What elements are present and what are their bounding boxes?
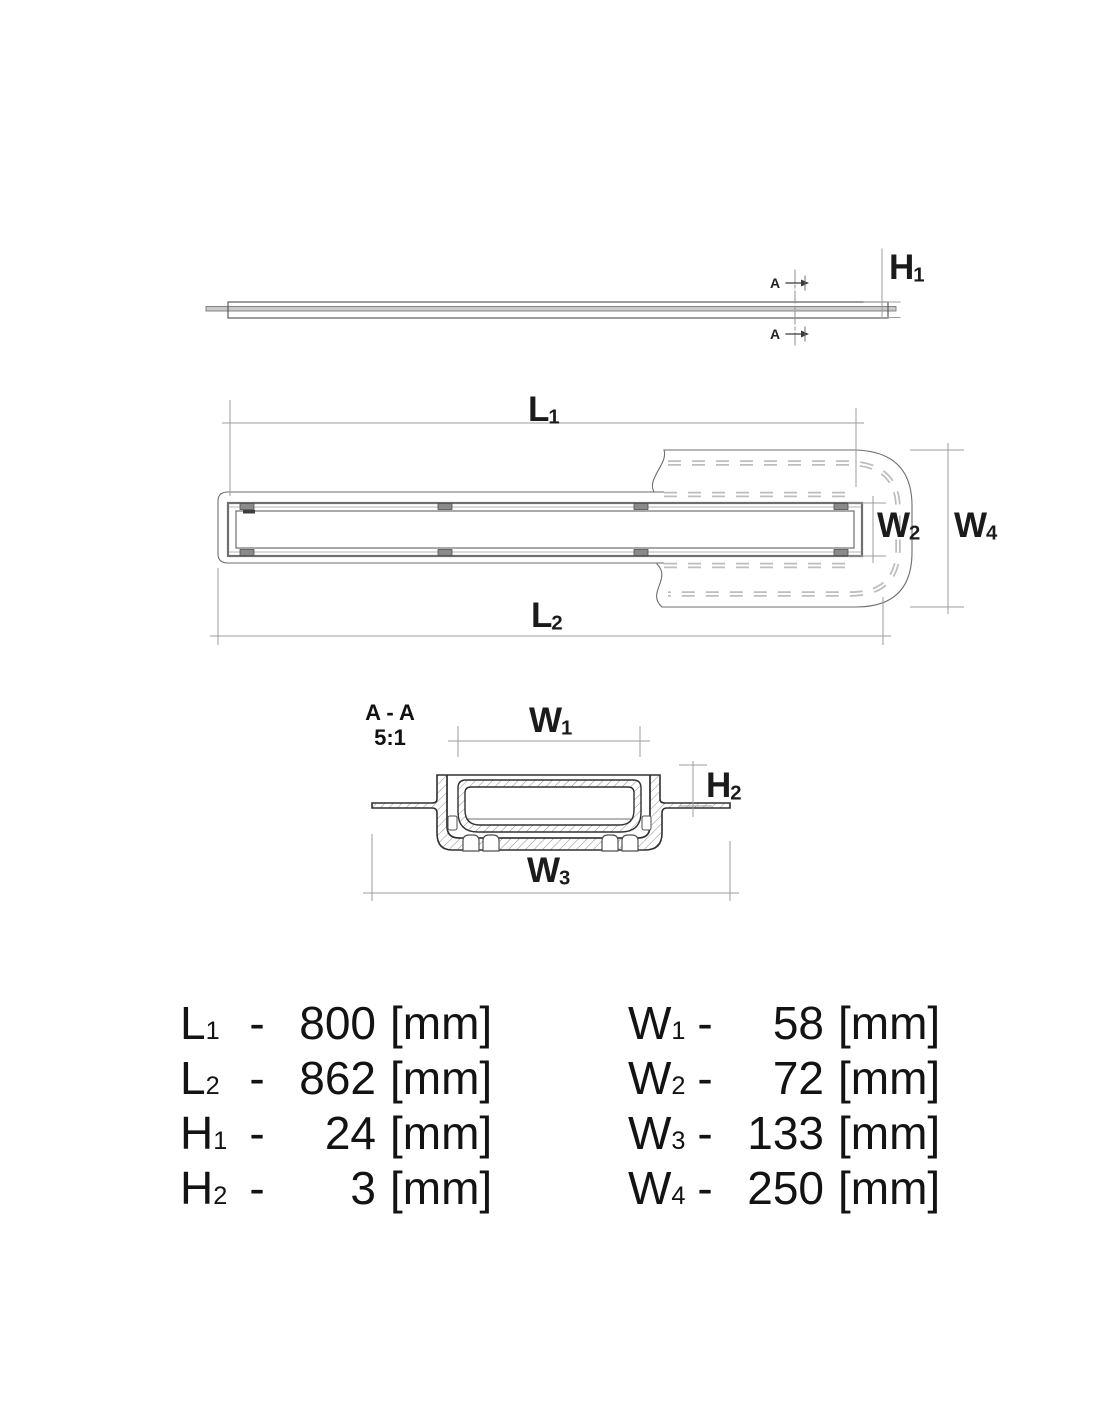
- side-view: [206, 249, 900, 348]
- section-cut-letter-top: A: [770, 275, 781, 291]
- dim-label-w4: W4: [954, 506, 998, 545]
- dim-label-l1: L1: [528, 390, 560, 429]
- grate-frame: [228, 503, 862, 556]
- table-row: L2 - 862 [mm]: [180, 1052, 493, 1104]
- table-row: L1 - 800 [mm]: [180, 997, 493, 1049]
- plan-view: [210, 400, 964, 645]
- table-row: H1 - 24 [mm]: [180, 1107, 493, 1159]
- dim-label-w1: W1: [529, 701, 573, 740]
- dim-label-w2: W2: [877, 506, 921, 545]
- dim-label-h2: H2: [706, 766, 742, 805]
- dimension-table-right: [628, 996, 940, 1216]
- section-scale: 5:1: [374, 725, 406, 751]
- section-cut-letter-bottom: A: [770, 326, 781, 342]
- brand-mark: [243, 510, 255, 514]
- table-row: W1 - 58 [mm]: [628, 997, 941, 1049]
- table-row: W2 - 72 [mm]: [628, 1052, 941, 1104]
- section-title: [355, 700, 425, 751]
- dim-label-w3: W3: [527, 851, 571, 890]
- section-grate: [458, 780, 641, 832]
- dimension-table-left: [180, 996, 492, 1216]
- section-arrow-bottom: [786, 327, 809, 341]
- table-row: W3 - 133 [mm]: [628, 1107, 941, 1159]
- dim-label-l2: L2: [531, 596, 563, 635]
- section-arrow-top: [786, 276, 809, 290]
- table-row: H2 - 3 [mm]: [180, 1162, 493, 1214]
- section-name: A - A: [365, 700, 415, 725]
- dim-label-h1: H1: [889, 248, 925, 287]
- table-row: W4 - 250 [mm]: [628, 1162, 941, 1214]
